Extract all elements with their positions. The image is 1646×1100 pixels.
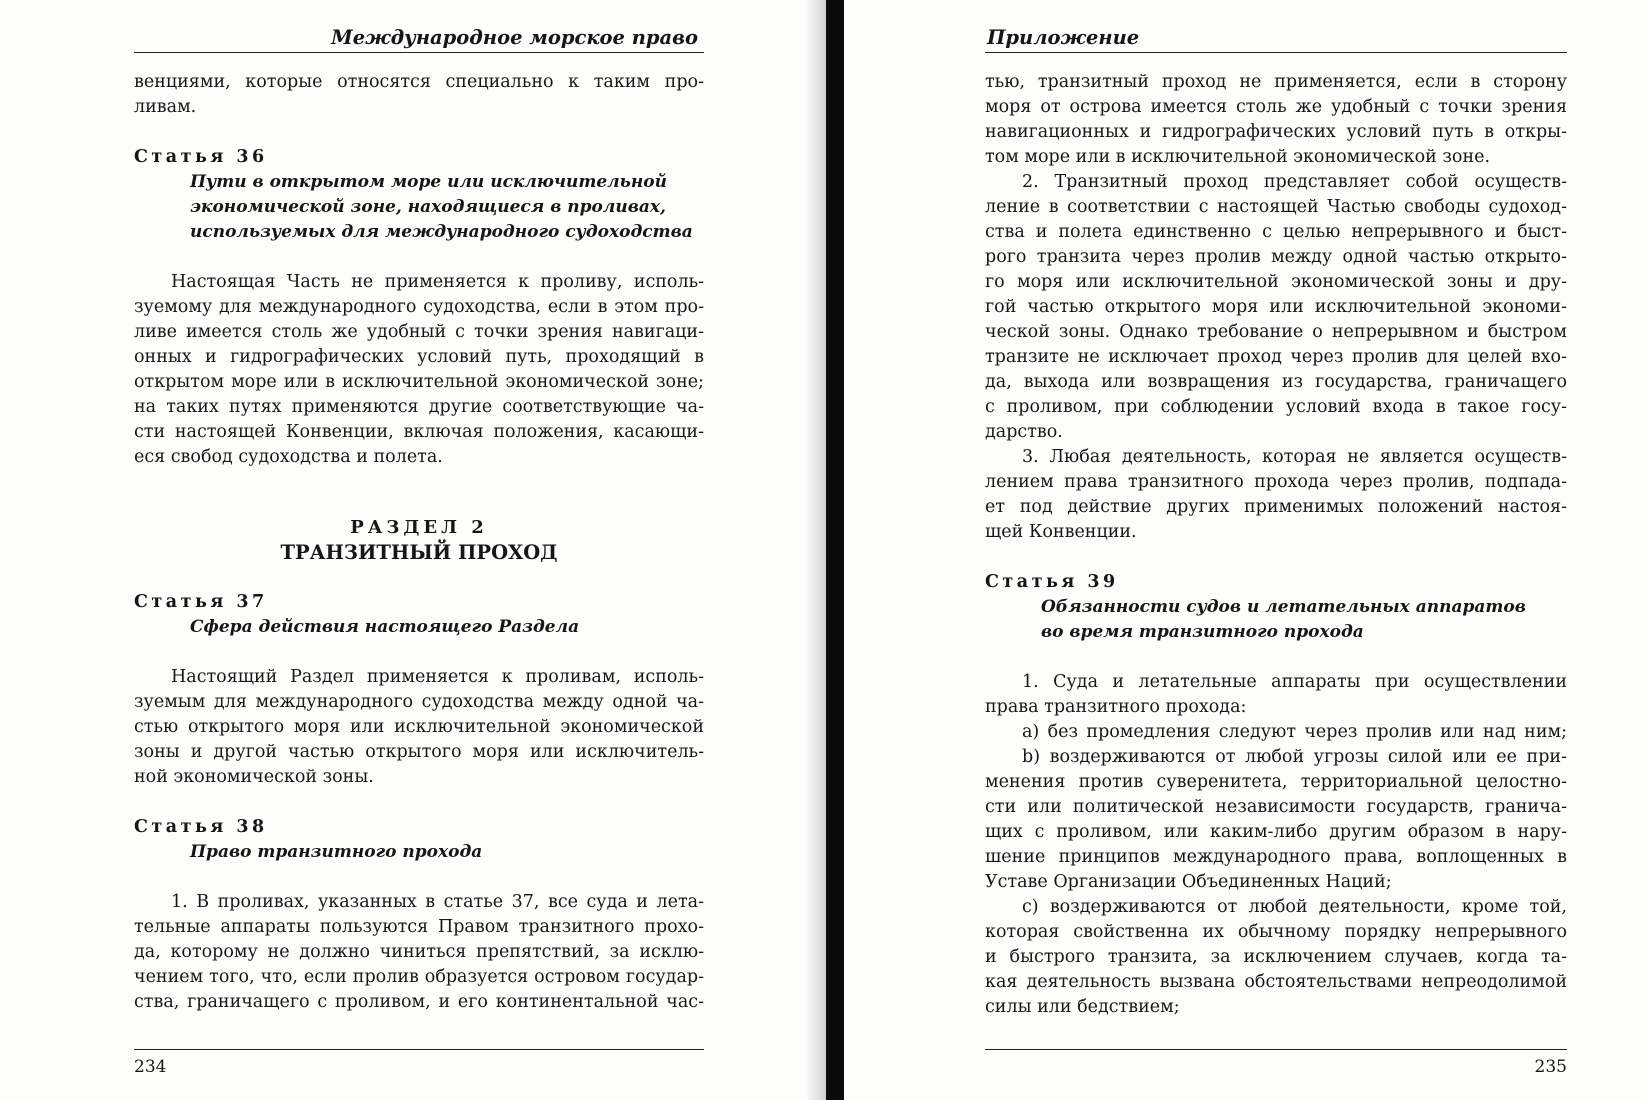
- article-36-number: Статья 36: [134, 147, 268, 167]
- text-line: менения против суверенитета, территориальной целостно-: [985, 772, 1567, 792]
- text-line: чением того, что, если пролив образуется островом государ-: [134, 967, 704, 987]
- text-line: ства, граничащего с проливом, и его континентальной час-: [134, 992, 704, 1012]
- text-line: транзите не исключает проход через пролив для целей вхо-: [985, 347, 1567, 367]
- text-line: зуемому для международного судоходства, если в этом про-: [134, 297, 704, 317]
- text-line: сти настоящей Конвенции, включая положения, касающи-: [134, 422, 704, 442]
- text-line: да, которому не должно чиниться препятствий, за исклю-: [134, 942, 704, 962]
- text-line: зуемым для международного судоходства между одной ча-: [134, 692, 704, 712]
- text-line: открытом море или в исключительной экономической зоне;: [134, 372, 704, 392]
- text-line: шение принципов международного права, воплощенных в: [985, 847, 1567, 867]
- text-line: тельные аппараты пользуются Правом транзитного прохо-: [134, 917, 704, 937]
- text-line: сти или политической независимости государств, гранича-: [985, 797, 1567, 817]
- text-line: кая деятельность вызвана обстоятельствами непреодолимой: [985, 972, 1567, 992]
- text-line: и быстрого транзита, за исключением случаев, когда та-: [985, 947, 1567, 967]
- text-line: ства и полета единственно с целью непрерывного и быст-: [985, 222, 1567, 242]
- text-line: го моря или исключительной экономической зоны и дру-: [985, 272, 1567, 292]
- text-line: зоны и другой частью открытого моря или исключитель-: [134, 742, 704, 762]
- article-36-title: Пути в открытом море или исключительной: [190, 172, 667, 192]
- text-line: права транзитного прохода:: [985, 697, 1247, 717]
- text-line: дарство.: [985, 422, 1063, 442]
- text-line: a) без промедления следуют через пролив или над ним;: [1022, 722, 1567, 742]
- section-title: ТРАНЗИТНЫЙ ПРОХОД: [280, 541, 558, 564]
- article-36-title: используемых для международного судоходства: [190, 222, 693, 242]
- text-line: да, выхода или возвращения из государства, граничащего: [985, 372, 1567, 392]
- article-38-title: Право транзитного прохода: [190, 842, 483, 862]
- text-line: 1. Суда и летательные аппараты при осуществлении: [1022, 672, 1567, 692]
- text-line: которая свойственна их обычному порядку непрерывного: [985, 922, 1567, 942]
- text-line: силы или бедствием;: [985, 997, 1180, 1017]
- text-line: лением права транзитного прохода через пролив, подпада-: [985, 472, 1567, 492]
- book-gutter: [826, 0, 844, 1100]
- text-line: ной экономической зоны.: [134, 767, 374, 787]
- article-36-title: экономической зоне, находящиеся в проливах,: [190, 197, 666, 217]
- page-number: 235: [1534, 1057, 1567, 1077]
- text-line: с проливом, при соблюдении условий входа в такое госу-: [985, 397, 1567, 417]
- text-line: моря от острова имеется столь же удобный с точки зрения: [985, 97, 1567, 117]
- article-39-title: Обязанности судов и летательных аппаратов: [1041, 597, 1526, 617]
- text-line: Настоящая Часть не применяется к проливу, исполь-: [171, 272, 704, 292]
- left-page-body: [134, 70, 704, 1015]
- text-line: онных и гидрографических условий путь, проходящий в: [134, 347, 704, 367]
- text-line: щей Конвенции.: [985, 522, 1137, 542]
- text-line: стью открытого моря или исключительной экономической: [134, 717, 704, 737]
- text-line: на таких путях применяются другие соответствующие ча-: [134, 397, 704, 417]
- article-39-title: во время транзитного прохода: [1041, 622, 1364, 642]
- gutter-shadow: [805, 0, 826, 1100]
- text-line: c) воздерживаются от любой деятельности, кроме той,: [1022, 897, 1567, 917]
- article-37-title: Сфера действия настоящего Раздела: [190, 617, 580, 637]
- text-line: щих с проливом, или каким-либо другим образом в нару-: [985, 822, 1567, 842]
- text-line: венциями, которые относятся специально к таким про-: [134, 72, 704, 92]
- text-line: 3. Любая деятельность, которая не является осуществ-: [1022, 447, 1567, 467]
- right-page: [985, 0, 1567, 1100]
- text-line: Уставе Организации Объединенных Наций;: [985, 872, 1392, 892]
- footer-rule: [134, 1049, 704, 1050]
- running-head-left: Международное морское право: [134, 25, 704, 53]
- text-line: ческой зоны. Однако требование о непрерывном и быстром: [985, 322, 1567, 342]
- text-line: навигационных и гидрографических условий путь в откры-: [985, 122, 1567, 142]
- text-line: ление в соответствии с настоящей Частью свободы судоход-: [985, 197, 1567, 217]
- section-label: РАЗДЕЛ 2: [350, 517, 488, 538]
- left-page: [134, 0, 704, 1100]
- page-number: 234: [134, 1057, 167, 1077]
- text-line: Настоящий Раздел применяется к проливам, исполь-: [171, 667, 704, 687]
- footer-rule: [985, 1049, 1567, 1050]
- text-line: гой частью открытого моря или исключительной экономи-: [985, 297, 1567, 317]
- text-line: 1. В проливах, указанных в статье 37, все суда и лета-: [171, 892, 704, 912]
- text-line: ливам.: [134, 97, 197, 117]
- text-line: еся свобод судоходства и полета.: [134, 447, 443, 467]
- right-page-body: [985, 70, 1567, 1020]
- article-37-number: Статья 37: [134, 592, 268, 612]
- text-line: b) воздерживаются от любой угрозы силой или ее при-: [1022, 747, 1567, 767]
- text-line: 2. Транзитный проход представляет собой осуществ-: [1022, 172, 1567, 192]
- article-38-number: Статья 38: [134, 817, 268, 837]
- text-line: ет под действие других применимых положений настоя-: [985, 497, 1567, 517]
- article-39-number: Статья 39: [985, 572, 1119, 592]
- text-line: ливе имеется столь же удобный с точки зрения навигаци-: [134, 322, 704, 342]
- text-line: рого транзита через пролив между одной частью открыто-: [985, 247, 1567, 267]
- text-line: тью, транзитный проход не применяется, если в сторону: [985, 72, 1567, 92]
- text-line: том море или в исключительной экономической зоне.: [985, 147, 1491, 167]
- running-head-right: Приложение: [985, 25, 1567, 53]
